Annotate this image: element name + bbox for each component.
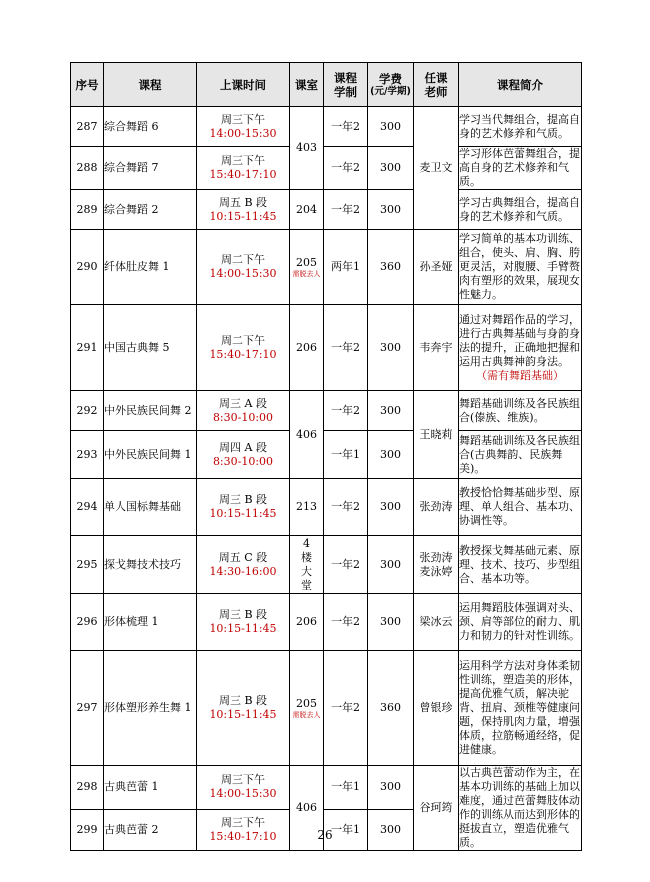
time-hours: 14:00-15:30: [209, 126, 277, 140]
header-duration-line1: 课程: [334, 70, 357, 85]
seq-cell: 297: [71, 651, 104, 766]
course-cell: 纤体肚皮舞 1: [104, 230, 197, 305]
time-day: 周三下午: [221, 815, 265, 829]
room-note: 需脱去人: [292, 710, 321, 719]
course-cell: 综合舞蹈 2: [104, 190, 197, 230]
desc-cell: 舞蹈基础训练及各民族组合(傣族、维族)。: [459, 391, 582, 431]
desc-cell: 教授恰恰舞基础步型、原理、单人组合、基本功、协调性等。: [459, 479, 582, 536]
time-day: 周四 A 段: [219, 440, 267, 454]
desc-cell: 教授探戈舞基础元素、原理、技术、技巧、步型组合、基本功等。: [459, 536, 582, 594]
time-day: 周五 B 段: [218, 195, 268, 209]
time-hours: 8:30-10:00: [212, 410, 274, 424]
fee-cell: 300: [368, 431, 414, 479]
desc-text: 通过对舞蹈作品的学习，进行古典舞基础与身韵身法的提升，正确地把握和运用古典舞神韵身法。: [459, 312, 580, 368]
desc-cell: 学习简单的基本功训练、组合，使头、肩、胸、胯更灵活，对腹腰、手臂赘肉有塑形的效果，展现女性魅力。: [459, 230, 582, 305]
table-row: [71, 766, 582, 810]
time-cell: [197, 147, 290, 190]
duration-cell: 一年2: [324, 479, 368, 536]
teacher-cell: 张劲涛: [414, 479, 459, 536]
teacher-cell: 麦卫文: [414, 107, 459, 230]
room-cell: 213: [290, 479, 324, 536]
table-row: [71, 107, 582, 147]
seq-cell: 289: [71, 190, 104, 230]
header-duration-line2: 学制: [334, 84, 357, 99]
time-cell: [197, 536, 290, 594]
desc-cell: 运用舞蹈肢体强调对头、颈、肩等部位的耐力、肌力和韧力的针对性训练。: [459, 594, 582, 651]
time-cell: [197, 766, 290, 810]
header-teacher: [414, 63, 459, 107]
course-cell: 综合舞蹈 6: [104, 107, 197, 147]
time-day: 周三下午: [221, 112, 265, 126]
time-hours: 15:40-17:10: [209, 168, 277, 181]
table-row: [71, 230, 582, 305]
time-hours: 14:00-15:30: [209, 787, 277, 801]
desc-cell: 以古典芭蕾动作为主，在基本功训练的基础上加以难度，通过芭蕾舞肢体动作的训练从而达到形体的挺拔直立，塑造优雅气质。: [459, 766, 580, 849]
duration-cell: 两年1: [324, 230, 368, 305]
time-cell: [197, 594, 290, 651]
seq-cell: 294: [71, 479, 104, 536]
room-cell: 206: [290, 594, 324, 651]
course-cell: 探戈舞技术技巧: [104, 536, 197, 594]
course-cell: 单人国标舞基础: [104, 479, 197, 536]
table-row: [71, 305, 582, 391]
room-cell: [290, 230, 324, 305]
teacher-cell: 张劲涛 麦泳婷: [414, 536, 459, 594]
time-hours: 14:00-15:30: [209, 267, 277, 280]
time-hours: 14:30-16:00: [209, 564, 277, 578]
course-cell: 中外民族民间舞 2: [104, 391, 197, 431]
teacher-cell: 谷珂筠: [414, 766, 459, 851]
header-fee: [368, 63, 414, 107]
duration-cell: 一年1: [324, 431, 368, 479]
teacher-cell: 王晓莉: [414, 391, 459, 479]
duration-cell: 一年2: [324, 190, 368, 230]
teacher-cell: 韦奔宇: [414, 305, 459, 391]
header-teacher-line1: 任课: [424, 70, 448, 85]
seq-cell: 295: [71, 536, 104, 594]
duration-cell: 一年1: [324, 766, 368, 810]
desc-note: （需有舞蹈基础）: [476, 368, 564, 382]
fee-cell: 300: [368, 536, 414, 594]
duration-cell: 一年1: [324, 809, 368, 850]
table-row: [71, 190, 582, 230]
page-number: 26: [317, 828, 333, 842]
header-course: 课程: [104, 63, 197, 107]
room-cell: 406: [290, 766, 324, 851]
teacher-cell: 梁冰云: [414, 594, 459, 651]
seq-cell: 287: [71, 107, 104, 147]
table-row: [71, 594, 582, 651]
table-row: [71, 147, 582, 190]
course-cell: 中国古典舞 5: [104, 305, 197, 391]
time-hours: 8:30-10:00: [212, 454, 274, 468]
table-row: [71, 391, 582, 431]
duration-cell: 一年2: [324, 147, 368, 190]
desc-cell: 学习当代舞组合，提高自身的艺术修养和气质。: [459, 107, 582, 147]
table-row: [71, 651, 582, 766]
teacher-cell: 曾银珍: [414, 651, 459, 766]
fee-cell: 360: [368, 651, 414, 766]
desc-cell: 学习古典舞组合，提高自身的艺术修养和气质。: [459, 190, 582, 230]
seq-cell: 292: [71, 391, 104, 431]
duration-cell: 一年2: [324, 107, 368, 147]
teacher-cell: 孙圣娅: [414, 230, 459, 305]
time-day: 周三下午: [221, 773, 265, 787]
time-hours: 15:40-17:10: [209, 829, 277, 843]
fee-cell: 300: [368, 594, 414, 651]
duration-cell: 一年2: [324, 651, 368, 766]
room-note: 需脱去人: [292, 269, 321, 278]
duration-cell: 一年2: [324, 594, 368, 651]
fee-cell: 300: [368, 107, 414, 147]
header-duration: [324, 63, 368, 107]
time-hours: 10:15-11:45: [209, 708, 277, 721]
fee-cell: 300: [368, 809, 414, 850]
header-room: 课室: [290, 63, 324, 107]
duration-cell: 一年2: [324, 391, 368, 431]
time-hours: 10:15-11:45: [209, 209, 277, 223]
time-cell: [197, 431, 290, 479]
header-desc: 课程简介: [459, 63, 582, 107]
table-row: [71, 431, 582, 479]
fee-cell: 300: [368, 305, 414, 391]
time-cell: [197, 190, 290, 230]
header-time: 上课时间: [197, 63, 290, 107]
fee-cell: 300: [368, 391, 414, 431]
time-day: 周三 B 段: [218, 608, 268, 621]
course-cell: 古典芭蕾 1: [104, 766, 197, 810]
room-cell: [290, 651, 324, 766]
time-day: 周三 B 段: [218, 493, 268, 506]
time-hours: 10:15-11:45: [209, 507, 277, 520]
room-cell: 204: [290, 190, 324, 230]
table-row: [71, 479, 582, 536]
course-cell: 形体塑形养生舞 1: [104, 651, 197, 766]
time-day: 周三 B 段: [218, 694, 268, 707]
fee-cell: 300: [368, 766, 414, 810]
time-cell: [197, 230, 290, 305]
header-teacher-line2: 老师: [424, 84, 448, 99]
fee-cell: 300: [368, 190, 414, 230]
desc-cell: 舞蹈基础训练及各民族组合(古典舞韵、民族舞美)。: [459, 431, 582, 479]
time-cell: [197, 305, 290, 391]
course-cell: 综合舞蹈 7: [104, 147, 197, 190]
time-day: 周三 A 段: [219, 396, 267, 410]
room-cell: 403: [290, 107, 324, 190]
fee-cell: 300: [368, 147, 414, 190]
room-cell: 206: [290, 305, 324, 391]
seq-cell: 291: [71, 305, 104, 391]
time-hours: 10:15-11:45: [209, 622, 277, 635]
course-cell: 中外民族民间舞 1: [104, 431, 197, 479]
header-fee-line1: 学费: [379, 71, 402, 86]
seq-cell: 293: [71, 431, 104, 479]
room-cell: 4 楼大堂: [290, 536, 324, 594]
time-cell: [197, 107, 290, 147]
seq-cell: 288: [71, 147, 104, 190]
course-schedule-table: [70, 62, 582, 851]
duration-cell: 一年2: [324, 305, 368, 391]
seq-cell: 290: [71, 230, 104, 305]
fee-cell: 300: [368, 479, 414, 536]
header-row: [71, 63, 582, 107]
time-day: 周二下午: [221, 253, 265, 266]
seq-cell: 298: [71, 766, 104, 810]
fee-cell: 360: [368, 230, 414, 305]
desc-cell: [459, 305, 582, 391]
time-day: 周二下午: [221, 333, 265, 347]
desc-cell: 运用科学方法对身体柔韧性训练，塑造美的形体，提高优雅气质，解决驼背、扭肩、颈椎等健康问题，保持肌肉力量，增强体质，拉筋畅通经络，促进健康。: [459, 651, 582, 766]
time-day: 周五 C 段: [218, 550, 268, 564]
duration-cell: 一年2: [324, 536, 368, 594]
time-cell: [197, 651, 290, 766]
desc-cell: 学习形体芭蕾舞组合，提高自身的艺术修养和气质。: [459, 147, 580, 188]
time-day: 周三下午: [221, 154, 265, 167]
time-hours: 15:40-17:10: [209, 347, 277, 361]
header-fee-line2: (元/学期): [370, 85, 411, 97]
course-cell: 古典芭蕾 2: [104, 809, 197, 850]
time-cell: [197, 479, 290, 536]
seq-cell: 296: [71, 594, 104, 651]
room-number: 205: [296, 255, 317, 269]
seq-cell: 299: [71, 809, 104, 850]
room-number: 205: [296, 696, 317, 710]
header-seq: 序号: [71, 63, 104, 107]
course-cell: 形体梳理 1: [104, 594, 197, 651]
room-cell: 406: [290, 391, 324, 479]
time-cell: [197, 391, 290, 431]
table-row: [71, 536, 582, 594]
